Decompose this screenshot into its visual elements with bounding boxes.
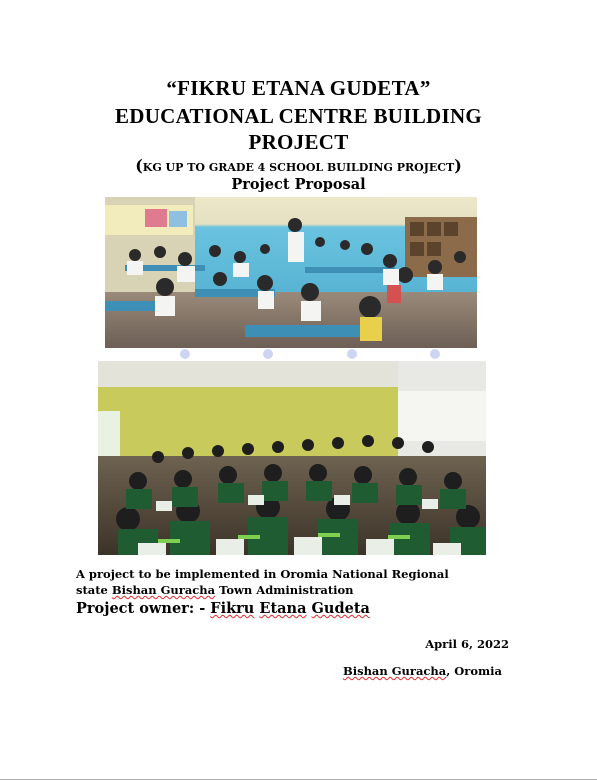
project-owner: [76, 598, 546, 620]
implementation-line-2: [76, 582, 536, 598]
classroom-photo-2: [98, 361, 486, 555]
watermark-dot: [347, 349, 357, 359]
watermark-dot: [430, 349, 440, 359]
place-suffix: , Oromia: [446, 664, 502, 678]
subtitle-text: KG UP TO GRADE 4 SCHOOL BUILDING PROJECT: [142, 161, 455, 174]
proposal-place: [343, 664, 502, 678]
title-line-1: “FIKRU ETANA GUDETA”: [166, 76, 431, 100]
owner-first-name: Fikru: [210, 600, 255, 617]
proposal-date: April 6, 2022: [425, 637, 509, 651]
faded-logo-watermark: [180, 346, 440, 362]
subtitle-open-paren: (: [135, 156, 143, 175]
implementation-line-1: A project to be implemented in Oromia National Regional: [76, 567, 449, 581]
place-name: Bishan Guracha: [343, 664, 447, 678]
owner-middle-name: Etana: [259, 600, 307, 617]
watermark-dot: [180, 349, 190, 359]
title-line-2: EDUCATIONAL CENTRE BUILDING: [114, 104, 483, 128]
implementation-prefix: state: [76, 583, 112, 597]
implementation-suffix: Town Administration: [215, 583, 354, 597]
classroom-photo-1: [105, 197, 477, 348]
proposal-label: Project Proposal: [231, 176, 366, 193]
owner-last-name: Gudeta: [311, 600, 370, 617]
subtitle: [0, 157, 597, 177]
subtitle-close-paren: ): [454, 156, 462, 175]
title-line-3: PROJECT: [248, 130, 349, 154]
owner-label: Project owner: -: [76, 600, 211, 617]
town-name: Bishan Guracha: [111, 583, 216, 597]
watermark-dot: [263, 349, 273, 359]
